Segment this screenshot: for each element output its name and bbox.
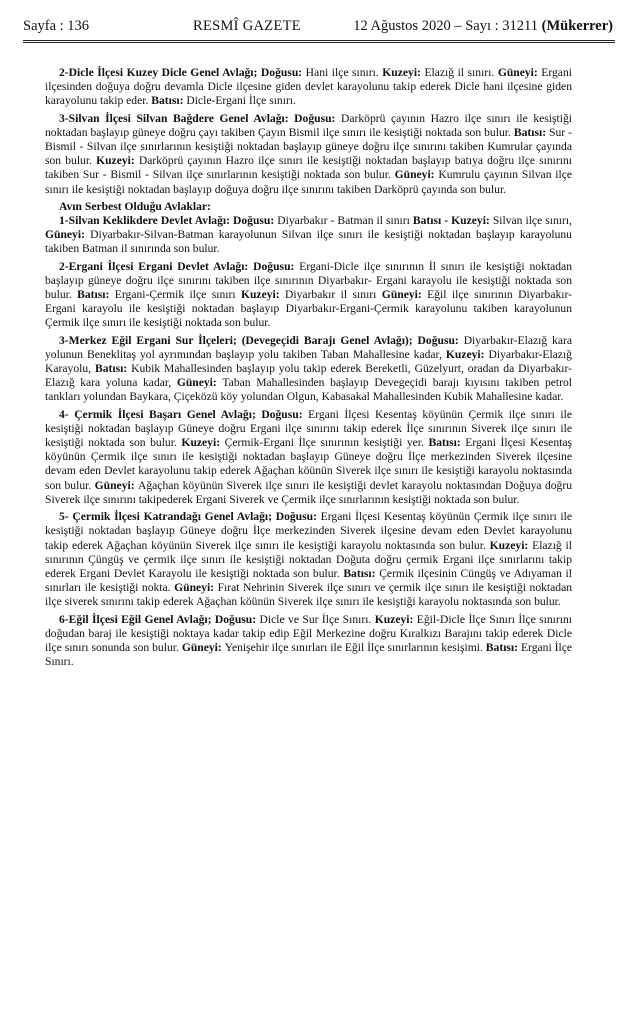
text-run: Çermik ilçesinin Cüngüş ve Adıyaman il sınırları ile kesiştiği nokta.	[45, 566, 572, 595]
text-run: Çermik-Ergani İlçe sınırının kesiştiği yer.	[224, 436, 429, 450]
text-run: Ağaçhan köyünün Siverek ilçe sınırı ile kesiştiği devlet karayolu noktasından Doğuya doğru Siverek ilçe sınırını takipederek Ergani Siverek ve Çermik ilçe sınırlarının kesiştiği noktada son bulur.	[45, 478, 572, 506]
bold-label: Batısı:	[485, 640, 521, 654]
text-run: Eğil-Dicle İlçe Sınırı İlçe sınırını doğudan baraj ile kesiştiği noktaya kadar takip edip Eğil Merkezine doğru Kıralkızı Barajını takip ederek Dicle ilçe sınırı sonunda son bulur.	[45, 612, 573, 654]
text-run: Diyarbakır-Elazığ Karayolu,	[45, 347, 572, 376]
bold-label: Batısı:	[343, 566, 380, 580]
gazette-title: RESMÎ GAZETE	[193, 18, 301, 34]
bold-label: 6-Eğil İlçesi Eğil Genel Avlağı; Doğusu:	[59, 612, 260, 626]
text-run: Diyarbakır-Elazığ kara yolunun Beneklitaş yol ayrımından başlayıp yolu takiben Taban Mahallesine kadar,	[45, 333, 572, 361]
document-body	[45, 66, 572, 672]
bold-label: Güneyi:	[45, 228, 91, 242]
bold-label: Güneyi:	[181, 640, 225, 654]
bold-label: Kuzeyi:	[489, 538, 533, 552]
bold-label: 4- Çermik İlçesi Başarı Genel Avlağı; Doğusu:	[59, 407, 309, 421]
text-run: Hani ilçe sınırı.	[305, 66, 383, 79]
bold-label: Batısı:	[428, 436, 466, 450]
text-run: Ergani İlçe Sınırı.	[45, 640, 572, 669]
bold-label: 3-Silvan İlçesi Silvan Bağdere Genel Avlağı: Doğusu:	[59, 111, 341, 125]
bold-label: Güneyi:	[394, 168, 439, 182]
text-run: Darköprü çayının Hazro ilçe sınırı ile kesiştiği noktadan başlayıp batıya doğru ilçe sınırını takiben Sur - Bismil - Silvan ilçe sınırlarının kesiştiği noktada son bulur.	[45, 154, 572, 182]
text-run: Elazığ il sınırı.	[424, 66, 498, 79]
bold-label: 2-Dicle İlçesi Kuzey Dicle Genel Avlağı; Doğusu:	[59, 66, 306, 79]
text-run: Fırat Nehrinin Siverek ilçe sınırı ve çermik ilçe sınırı ile kesiştiği noktadan ilçe siverek sınırını takip ederek Ağaçhan köünün Siverek ilçe sınırı ile kesiştiği karayolu noktasında son bulur.	[45, 581, 573, 609]
text-run: Kumrulu çayının Silvan ilçe sınırı ile kesiştiği noktadan başlayıp doğuya doğru ilçe sınırını takiben Darköprü çayında son bulur.	[45, 168, 573, 196]
text-run: Darköprü çayının Hazro ilçe sınırı ile kesiştiği noktadan başlayıp güneye doğru çayı takiben Çayın Bismil ilçe sınırı ile kesiştiği noktada son bulur.	[45, 111, 572, 139]
text-run: Ergani İlçesi Kesentaş köyünün Çermik ilçe sınırı ile kesiştiği noktadan başlayıp Güneye doğru İlçe merkezinden Siverek ilçesine devam eden Devlet karayolunu takip ederek Ağaçhan köyünün Siverek ilçe sınırı ile kesiştiği karayolu noktasında son bulur.	[45, 510, 572, 552]
text-run: Yenişehir ilçe sınırları ile Eğil İlçe sınırlarının kesişimi.	[224, 640, 486, 654]
bold-label: Güneyi:	[94, 478, 138, 492]
bold-label: Batısı:	[151, 94, 187, 108]
bold-label: Kuzeyi:	[445, 347, 489, 361]
bold-label: Batısı:	[513, 125, 550, 139]
text-run: Sur - Bismil - Silvan ilçe sınırlarının kesiştiği noktadan başlayıp güneye doğru ilçe sınırını takiben Kumrular çayında son bulur.	[45, 125, 572, 168]
bold-label: 2-Ergani İlçesi Ergani Devlet Avlağı: Doğusu:	[59, 259, 300, 273]
text-run: Eğil ilçe sınırının Diyarbakır- Ergani karayolu ile kesiştiği noktadan başlayıp Diyarbakır-Ergani-Çermik karayolunu takiben karayolunun Çermik ilçe sınırı ile kesiştiği noktada son bulur.	[45, 288, 572, 330]
text-run: Diyarbakır il sınırı	[285, 288, 382, 302]
bold-label: 1-Silvan Keklikdere Devlet Avlağı: Doğusu:	[59, 214, 278, 228]
text-run: Dicle-Ergani İlçe sınırı.	[186, 94, 296, 108]
paragraph	[45, 112, 572, 197]
bold-label: Güneyi:	[381, 288, 428, 302]
paragraph	[45, 260, 572, 331]
text-run: Ergani-Çermik ilçe sınırı	[114, 288, 241, 302]
bold-label: Kuzeyi:	[374, 612, 417, 626]
text-run: Elazığ il sınırının Çüngüş ve çermik ilçe sınırı ile kesiştiği noktadan Doğuta doğru çermik Ergani ilçe sınırlarını takip ederek Ergani Devlet Karayolu ile kesiştiği noktada son bulur.	[45, 538, 572, 580]
header-rule	[23, 40, 615, 43]
text-run: Diyarbakır - Batman il sınırı	[277, 214, 413, 228]
text-run: Diyarbakır-Silvan-Batman karayolunun Silvan ilçe sınırı ile kesiştiği noktadan başlayıp karayolunu takiben Batman il sınırında son bulur.	[45, 228, 572, 256]
bold-label: Kuzeyi:	[382, 66, 425, 79]
bold-label: Güneyi:	[497, 66, 542, 79]
issue-extra: (Mükerrer)	[541, 18, 613, 34]
text-run: Ergani İlçesi Kesentaş köyünün Çermik ilçe sınırı ile kesiştiği noktadan başlayıp Güneye doğru Ergani ilçe sınırını takip ederek İlçe sınırının Siverek ilçe sınırı ile kesiştiği noktada son bulur.	[45, 407, 573, 450]
issue-info	[353, 18, 613, 35]
page-number: Sayfa : 136	[23, 18, 90, 34]
bold-label: Batısı - Kuzeyi:	[412, 214, 493, 228]
paragraph	[45, 613, 572, 670]
text-run: Ergani-Dicle ilçe sınırının İl sınırı ile kesiştiği noktadan başlayıp güneye doğru ilçe sınırını takiben ilçe sınırının Diyarbakır- Ergani karayolu ile kesiştiği noktada son bulur.	[45, 259, 573, 302]
paragraph	[45, 334, 572, 405]
bold-label: Batısı:	[77, 288, 115, 302]
bold-label: Güneyi:	[176, 376, 223, 390]
text-run: Silvan ilçe sınırı,	[492, 214, 572, 228]
text-run: Ergani ilçesinden doğuya doğru devamla Dicle ilçesine giden devlet karayolunu takip ederek Dicle hani ilçesine giden karayolunu takip eder.	[45, 66, 572, 108]
bold-label: Batısı:	[94, 362, 132, 376]
paragraph	[45, 66, 572, 109]
page-header	[23, 16, 613, 38]
bold-label: Kuzeyi:	[181, 436, 225, 450]
issue-date: 12 Ağustos 2020 – Sayı : 31211	[353, 18, 542, 34]
section-heading	[45, 200, 572, 214]
paragraph	[45, 408, 572, 507]
text-run: Dicle ve Sur İlçe Sınırı.	[259, 612, 375, 626]
text-run: Taban Mahallesinden başlayıp Devegeçidi barajı kıyısını takiben petrol tankları yolundan Baykara, Çiçeközü köy yolundan Olgun, Kabasakal Mahallesinden Kubik Mahallesine kadar.	[45, 376, 572, 404]
bold-label: 3-Merkez Eğil Ergani Sur İlçeleri; (Devegeçidi Barajı Genel Avlağı); Doğusu:	[59, 333, 464, 347]
paragraph	[45, 510, 572, 609]
text-run: Kubik Mahallesinden başlayıp yolu takip ederek Bereketli, Güzelyurt, oradan da Diyarbakır-Elazığ kara yoluna kadar,	[45, 362, 573, 390]
bold-label: 5- Çermik İlçesi Katrandağı Genel Avlağı; Doğusu:	[59, 510, 321, 524]
bold-label: Güneyi:	[174, 581, 218, 595]
bold-label: Avın Serbest Olduğu Avlaklar:	[59, 199, 211, 213]
text-run: Ergani İlçesi Kesentaş köyünün Çermik ilçe sınırı ile kesiştiği noktadan başlayıp Güneye doğru İlçe merkezinden Siverek ilçesine devam eden Devlet karayolunu takip ederek Ağaçhan köünün Siverek ilçe sınırı ile kesiştiği karayolu noktasında son bulur.	[45, 436, 572, 492]
paragraph	[45, 214, 572, 257]
bold-label: Kuzeyi:	[240, 288, 286, 302]
bold-label: Kuzeyi:	[96, 154, 139, 168]
